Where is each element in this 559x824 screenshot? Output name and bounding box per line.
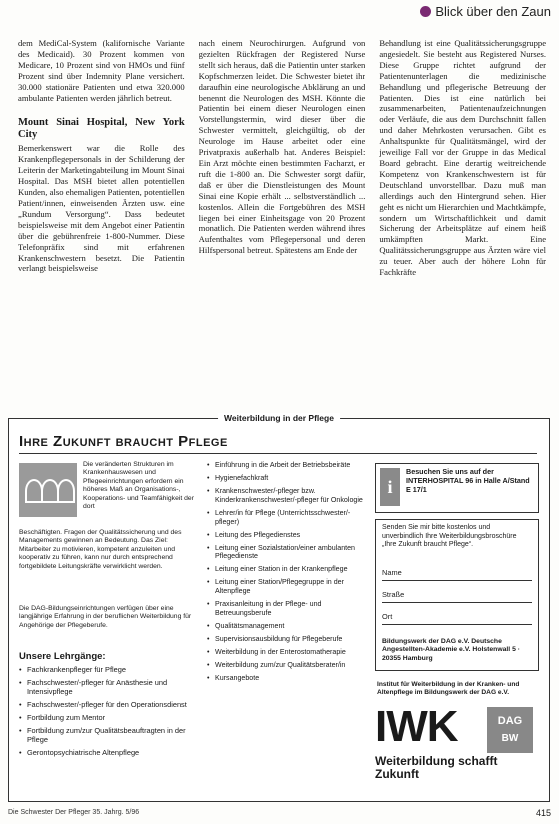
article-column-2 — [199, 38, 366, 410]
list-item: • Qualitätsmanagement — [207, 622, 365, 631]
list-item: • Supervisionsausbildung für Pflegeberufe — [207, 635, 365, 644]
city-field[interactable]: Ort — [382, 612, 532, 625]
ad-divider — [19, 453, 537, 454]
article-columns — [18, 38, 546, 410]
list-item: • Hygienefachkraft — [207, 474, 365, 483]
col3-text: Behandlung ist eine Qualitätssicherungsgruppe angesiedelt. Sie besteht aus Registered Nurses. Diese Gruppe richtet aufgrund der Patientenunterlagen die medizinische Behandlung und pflegerische Betreuung der Patienten. Dies ist eine natürlich bei zusammenarbeiten, Patientenaufzeichnungen oder Verläufe, die aus dem Durchschnitt fallen und daher Mehrkosten verursachen. Gibt es Anhaltspunkte für Qualitätsmängel, wird der jeweilige Fall vor der Gruppe in das Medical Board gebracht. Eine derartig weitreichende Kompetenz von Krankenschwestern ist für Deutschland unvorstellbar. Dazu muß man allerdings auch den Hintergrund sehen. Hier geht es nicht um Hierarchien und Machtkämpfe, sondern um Wirtschaftlichkeit und damit Sicherung der Arbeitsplätze auf einem heiß umkämpften Markt. Eine Qualitätssicherungsgruppe aus Ärzten wäre viel zu teuer. Aber auch der höhere Lohn für Fachkräfte — [379, 38, 546, 278]
footer-publication: Die Schwester Der Pfleger 35. Jahrg. 5/96 — [8, 809, 140, 816]
people-group-icon — [19, 463, 77, 517]
col1-body-text: Bemerkenswert war die Rolle des Krankenpflegepersonals in der Schilderung der Leiterin der Marketingabteilung im Mount Sinai Hospital. Das MSH bietet allen potentiellen Kunden, also ehemaligen Patienten, potentiellen Patient/innen, einweisenden Ärzten usw. eine „Rundum Versorgung“. Dass bedeutet beispielsweise mit dem Angebot einer Patientin über die gebührenfreie 1-800-Nummer. Diese Telefonpräfix sind mit erfahrenen Krankenschwestern besetzt. Die Patientin verlangt beispielsweise — [18, 143, 185, 274]
courses-list-2 — [207, 461, 365, 687]
street-field[interactable]: Straße — [382, 590, 532, 603]
order-coupon — [375, 519, 539, 671]
list-item: • Fachkrankenpfleger für Pflege — [19, 665, 201, 674]
section-header — [420, 4, 551, 19]
list-item: • Praxisanleitung in der Pflege- und Betreuungsberufe — [207, 600, 365, 618]
list-item: • Fachschwester/-pfleger für Anästhesie und Intensivpflege — [19, 678, 201, 696]
iwk-caption: Institut für Weiterbildung in der Kranken- und Altenpflege im Bildungswerk der DAG e.V. — [377, 681, 520, 696]
section-title: Blick über den Zaun — [435, 4, 551, 19]
list-item: • Leitung einer Sozialstation/einer ambulanten Pflegedienste — [207, 544, 365, 562]
bullet-dot-icon — [420, 6, 431, 17]
list-item: • Leitung des Pflegedienstes — [207, 531, 365, 540]
courses-list — [19, 665, 201, 761]
name-field[interactable]: Name — [382, 568, 532, 581]
ad-intro-text-3: Die DAG-Bildungseinrichtungen verfügen über eine langjährige Erfahrung in der beruflichen Weiterbildung für Angehörige der Pflegeberufe. — [19, 605, 192, 629]
coupon-address: Bildungswerk der DAG e.V. Deutsche Angestellten-Akademie e.V. Holstenwall 5 · 20355 Hamburg — [382, 638, 520, 662]
info-box — [375, 463, 539, 513]
page-number: 415 — [535, 808, 551, 818]
iwk-letters: IWK — [375, 702, 458, 751]
list-item: • Fortbildung zum/zur Qualitätsbeauftragten in der Pflege — [19, 726, 201, 744]
list-item: • Weiterbildung zum/zur Qualitätsberater/in — [207, 661, 365, 670]
bw-label: BW — [501, 733, 519, 744]
coupon-intro: Senden Sie mir bitte kostenlos und unverbindlich Ihre Weiterbildungsbroschüre „Ihre Zukunft braucht Pflege“. — [382, 524, 517, 549]
list-item: • Fortbildung zum Mentor — [19, 713, 201, 722]
list-item: • Fachschwester/-pfleger für den Operationsdienst — [19, 700, 201, 709]
dag-label: DAG — [497, 715, 523, 727]
advertisement-box — [8, 413, 550, 802]
article-subhead: Mount Sinai Hospital, New York City — [18, 117, 185, 141]
article-column-1 — [18, 38, 185, 410]
info-icon: i — [380, 468, 400, 506]
list-item: • Gerontopsychiatrische Altenpflege — [19, 748, 201, 757]
ad-top-label: Weiterbildung in der Pflege — [218, 413, 340, 423]
col1-top-text: dem MediCal-System (kalifornische Variante des Medicaid). 30 Prozent kommen von Medicare, 10 Prozent sind von HMOs und fünf Prozent sind über Indemnity Plane versichert. 30.000 stationäre Patienten und etwa 320.000 ambulante Patienten werden jährlich betreut. — [18, 38, 185, 103]
ad-intro-text-2: Beschäftigten. Fragen der Qualitätssicherung und des Managements gewinnen an Bedeutung. Das Ziel: Mitarbeiter zu motivieren, kompetent anzuleiten und kooperativ zu führen, kann nur durch entsprechend fortgebildete Leitungskräfte verwirklicht werden. — [19, 529, 182, 570]
list-item: • Einführung in die Arbeit der Betriebsbeiräte — [207, 461, 365, 470]
list-item: • Lehrer/in für Pflege (Unterrichtsschwester/-pfleger) — [207, 509, 365, 527]
list-item: • Leitung einer Station/Pflegegruppe in der Altenpflege — [207, 578, 365, 596]
courses-heading: Unsere Lehrgänge: — [19, 651, 106, 662]
info-text: Besuchen Sie uns auf der INTERHOSPITAL 96 in Halle A/Stand E 17/1 — [406, 467, 530, 494]
ad-title: Ihre Zukunft braucht Pflege — [19, 433, 228, 450]
list-item: • Krankenschwester/-pfleger bzw. Kinderkrankenschwester/-pfleger für Onkologie — [207, 487, 365, 505]
ad-intro-text: Die veränderten Strukturen im Krankenhauswesen und Pflegeeinrichtungen erfordern ein höheres Maß an Organisations-, Kooperations- und Teamfähigkeit der dort — [83, 461, 194, 511]
dag-badge-icon — [487, 707, 533, 753]
list-item: • Kursangebote — [207, 674, 365, 683]
list-item: • Leitung einer Station in der Krankenpflege — [207, 565, 365, 574]
col2-text: nach einem Neurochirurgen. Aufgrund von gezielten Rückfragen der Registered Nurse stellt sich heraus, daß die Patientin unter starken Kopfschmerzen leidet. Die Schwester bietet ihr daraufhin eine neurologische Abklärung an und benennt die Neurologen des MSH. Könnte die Patientin bei einem dieser Neurologen einen Vorstellungstermin, wird dieser über die Schwester vermittelt, gleichgültig, ob der Neurologe im Hause arbeitet oder eine Privatpraxis außerhalb hat. Anderes Beispiel: Ein Arzt möchte einen bestimmten Facharzt, er ruft die 1-800 an. Die Schwester sorgt dafür, daß er über die Dienstleistungen des Mount Sinai eine Kopie erhält ... selbstverständlich ... kostenlos. Allein die Fortgebühren des MSH liegen bei einer Einheitsgage von 20 Prozent monatlich. Die Patienten werden während ihres Aufenthaltes vom Pflegepersonal und deren Hilfspersonal betreut. Spätestens am Ende der — [198, 38, 366, 256]
iwk-logo — [375, 703, 537, 789]
iwk-slogan: Weiterbildung schafft Zukunft — [375, 754, 498, 781]
list-item: • Weiterbildung in der Enterostomatherapie — [207, 648, 365, 657]
article-column-3 — [379, 38, 546, 410]
